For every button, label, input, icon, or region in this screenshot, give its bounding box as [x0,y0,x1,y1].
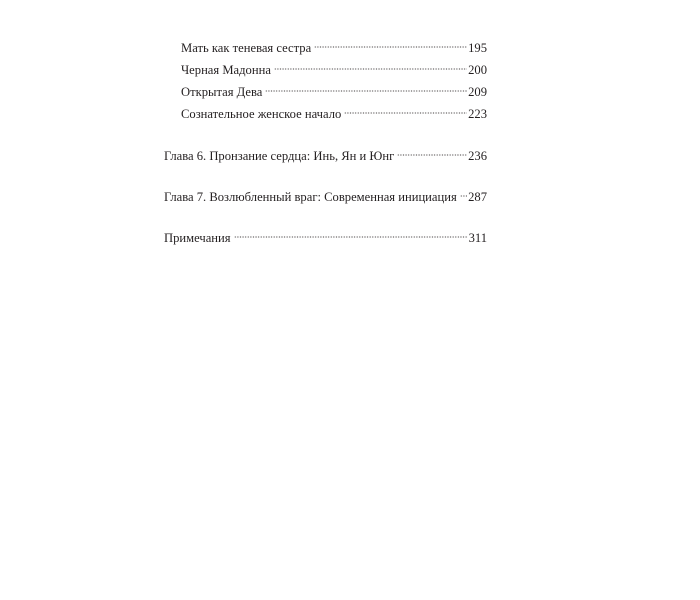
toc-entry-title: Мать как теневая сестра [181,41,312,55]
toc-entry-title: Сознательное женское начало [181,107,342,121]
dot-leader [314,45,467,49]
dot-leader [234,235,468,239]
toc-entry-title: Глава 7. Возлюбленный враг: Современная инициация [164,190,457,204]
dot-leader [274,67,467,71]
toc-entry-notes [164,230,487,246]
toc-entry [181,106,487,122]
dot-leader [397,153,467,157]
dot-leader [265,89,467,93]
toc-entry-page: 236 [468,149,487,163]
toc-entry [181,40,487,56]
toc-entry [181,62,487,78]
toc-entry-title: Примечания [164,231,231,245]
toc-entry-page: 287 [468,190,487,204]
toc-entry-title: Глава 6. Пронзание сердца: Инь, Ян и Юнг [164,149,395,163]
toc-entry-title: Открытая Дева [181,85,263,99]
toc-entry [181,84,487,100]
dot-leader [460,194,467,198]
toc-entry-page: 311 [468,231,487,245]
toc-entry-page: 209 [468,85,487,99]
toc-entry-page: 223 [468,107,487,121]
toc-entry-page: 195 [468,41,487,55]
toc-entry-title: Черная Мадонна [181,63,271,77]
dot-leader [344,111,467,115]
toc-entry-page: 200 [468,63,487,77]
toc-entry-chapter [164,189,487,205]
toc-entry-chapter [164,148,487,164]
